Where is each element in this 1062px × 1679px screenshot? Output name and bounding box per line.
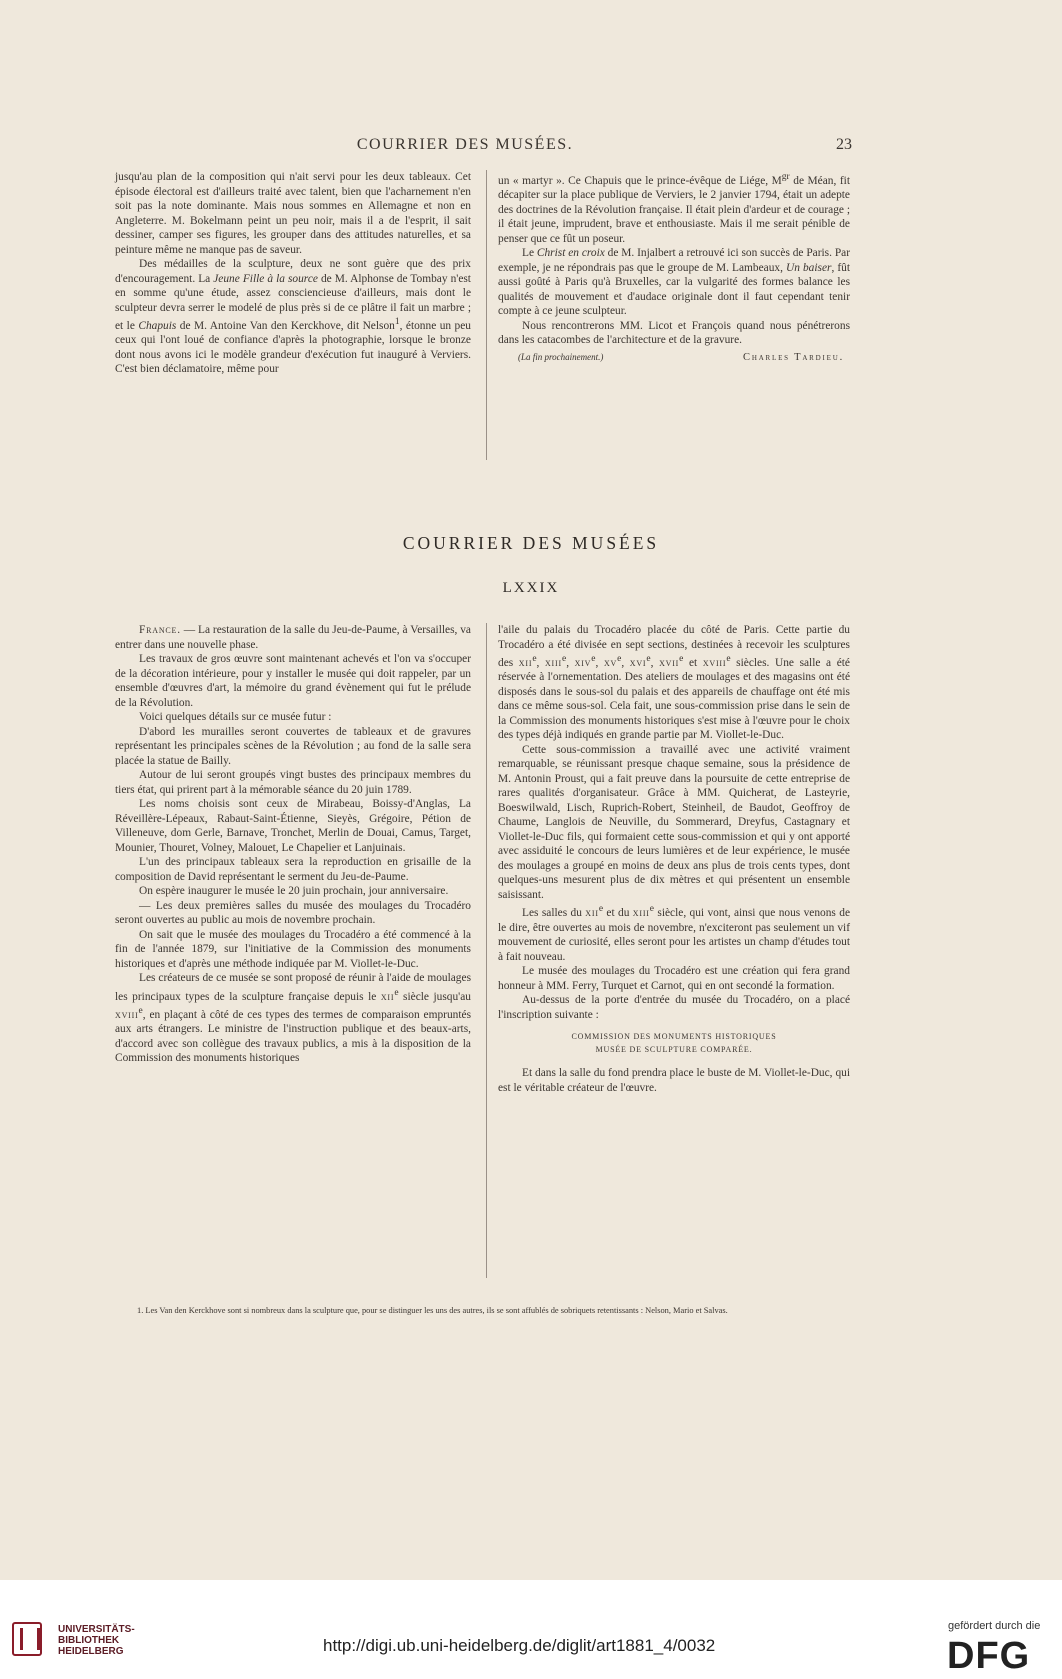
- column-rule: [486, 623, 487, 1278]
- paragraph: L'un des principaux tableaux sera la reproduction en grisaille de la composition de David représentant le serment du Jeu-de-Paume.: [115, 856, 471, 883]
- paragraph: Les salles du xii$^e$ et du xiii$^e$ siècle, qui vont, ainsi que nous venons de le dire, être ouvertes au mois de novembre, n'exciteront pas seulement un vif mouvement de curiosité, elles seront pour les artistes un champ d'études tout à fait nouveau.: [498, 904, 850, 963]
- to-be-continued: (La fin prochainement.): [518, 351, 604, 362]
- column-rule: [486, 170, 487, 460]
- paragraph: l'aile du palais du Trocadéro placée du côté de Paris. Cette partie du Trocadéro a été divisée en sept sections, destinées à recevoir les sculptures des xii$^e$, xiii$^e$, xiv$^e$, $xv^e$, xvi$^e$, xvii$^e$ et xviii$^e$ siècles. Une salle a été réservée à l'ornementation. Des ateliers de moulages et des magasins ont été disposés dans le sous-sol du palais et des appareils de chauffage ont été mis dans ce même sous-sol. Cela fait, une sous-commission prise dans le sein de la Commission des monuments historiques s'est mise à l'œuvre pour le choix des types déjà indiqués en grande partie par M. Viollet-le-Duc.: [498, 624, 850, 742]
- paragraph: D'abord les murailles seront couvertes de tableaux et de gravures représentant les principales scènes de la Révolution ; au fond de la salle sera placée la statue de Bailly.: [115, 725, 471, 767]
- paragraph: On espère inaugurer le musée le 20 juin prochain, jour anniversaire.: [139, 885, 449, 897]
- bottom-right-column: [498, 623, 850, 1095]
- dfg-logo: DFG: [947, 1635, 1031, 1677]
- lead-word: France.: [139, 624, 181, 636]
- signoff: [498, 350, 850, 366]
- digitization-footer: [0, 1580, 1062, 1679]
- running-title: COURRIER DES MUSÉES.: [356, 136, 574, 153]
- paragraph: Nous rencontrerons MM. Licot et François quand nous pénétrerons dans les catacombes de l'architecture et de la gravure.: [498, 319, 850, 347]
- section-title: COURRIER DES MUSÉES: [402, 533, 660, 553]
- paragraph: jusqu'au plan de la composition qui n'ait servi pour les deux tableaux. Cet épisode électoral est d'ailleurs traité avec talent, bien que l'acharnement n'en soit pas la note dominante. Mais nous sommes en Allemagne et non en Angleterre. M. Bokelmann peint un peu noir, mais il a de l'esprit, il sait dessiner, camper ses figures, les grouper dans des attitudes naturelles, et sa peinture même ne manque pas de saveur.: [115, 171, 471, 256]
- paragraph: Voici quelques détails sur ce musée futur :: [139, 711, 332, 723]
- paragraph: Les créateurs de ce musée se sont proposé de réunir à l'aide de moulages les principaux types de la sculpture française depuis le xii$^e$ siècle jusqu'au xviii$^e$, en plaçant à côté de ces types des termes de comparaison empruntés aux arts étrangers. Le ministre de l'instruction publique et des beaux-arts, d'accord avec son collègue des travaux publics, a mis à la disposition de la Commission des monuments historiques: [115, 972, 471, 1065]
- page-number: 23: [836, 136, 852, 153]
- artwork-title: Chapuis: [138, 319, 177, 332]
- funded-by-label: gefördert durch die: [948, 1620, 1041, 1632]
- inscription-line: MUSÉE DE SCULPTURE COMPARÉE.: [595, 1045, 753, 1055]
- paragraph: un « martyr ». Ce Chapuis que le prince-évêque de Liége, $M^{gr}$ de Méan, fit décapiter sur la place publique de Verviers, le 2 janvier 1794, était un adepte des doctrines de la Révolution française. Il était plein d'ardeur et de courage ; il était jeune, imprudent, brave et enthousiaste. Mais il me serait pénible de penser que ce fût un poseur.: [498, 172, 851, 245]
- inscription: [498, 1030, 850, 1056]
- university-library-name: UNIVERSITÄTS- BIBLIOTHEK HEIDELBERG: [58, 1624, 135, 1657]
- artwork-title: Jeune Fille à la source: [213, 272, 318, 285]
- top-left-column: [115, 170, 471, 377]
- paragraph: Les noms choisis sont ceux de Mirabeau, Boissy-d'Anglas, La Réveillère-Lépeaux, Rabaut-Saint-Étienne, Sieyès, Grégoire, Pétion de Villeneuve, dom Gerle, Barnave, Tronchet, Merlin de Douai, Camus, Target, Mounier, Thouret, Volney, Malouet, Le Chapelier et Lanjuinais.: [115, 798, 471, 854]
- paragraph: Autour de lui seront groupés vingt bustes des principaux membres du tiers état, qui prirent part à la mémorable séance du 20 juin 1789.: [115, 769, 471, 796]
- footnote-text: 1. Les Van den Kerckhove sont si nombreux dans la sculpture que, pour se distinguer les uns des autres, ils se sont affublés de sobriquets retentissants : Nelson, Mario et Salvas.: [137, 1306, 728, 1315]
- paragraph: Et dans la salle du fond prendra place le buste de M. Viollet-le-Duc, qui est le véritable créateur de l'œuvre.: [498, 1067, 850, 1094]
- source-url-link[interactable]: http://digi.ub.uni-heidelberg.de/diglit/art1881_4/0032: [323, 1636, 716, 1655]
- bottom-left-column: [115, 623, 471, 1066]
- artwork-title: Christ en croix: [536, 247, 605, 260]
- footnote: [115, 1305, 856, 1316]
- paragraph: — Les deux premières salles du musée des moulages du Trocadéro seront ouvertes au public au mois de novembre prochain.: [115, 899, 471, 926]
- paragraph: Le musée des moulages du Trocadéro est une création qui fera grand honneur à MM. Ferry, Turquet et Carnot, qui en ont secondé la formation.: [498, 965, 850, 992]
- author-signature: Charles Tardieu.: [743, 351, 844, 363]
- paragraph: Au-dessus de la porte d'entrée du musée du Trocadéro, on a placé l'inscription suivante :: [498, 994, 850, 1021]
- paragraph: Des médailles de la sculpture, deux ne sont guère que des prix d'encouragement. La Jeune Fille à la source de M. Alphonse de Tombay n'est en somme qu'une étude, assez consciencieuse d'ailleurs, mais dont le sculpteur devra serrer le modelé de plus près si de ce plâtre il fait un marbre ; et le Chapuis de M. Antoine Van den Kerckhove, dit Nelson$^1$, étonne un peu ceux qui l'ont loué de confiance d'après la photographie, lorsque le bronze dont nous avons ici le modèle grandeur d'exécution fut inauguré à Verviers. C'est bien déclamatoire, même pour: [115, 258, 472, 376]
- paragraph: France. — La restauration de la salle du Jeu-de-Paume, à Versailles, va entrer dans une nouvelle phase.: [115, 624, 471, 651]
- top-right-column: [498, 170, 850, 365]
- inscription-line: COMMISSION DES MONUMENTS HISTORIQUES: [571, 1032, 777, 1042]
- university-library-logo-icon: [12, 1622, 42, 1656]
- footnote-ref[interactable]: 1: [394, 317, 400, 327]
- running-head: [0, 136, 1062, 156]
- artwork-title: Un baiser: [786, 261, 832, 274]
- section-number: LXXIX: [502, 580, 560, 596]
- paragraph: Les travaux de gros œuvre sont maintenant achevés et l'on va s'occuper de la décoration intérieure, pour y installer le musée qui doit rappeler, par un ensemble d'œuvres d'art, la mémoire du grand évènement qui fut le prélude de la Révolution.: [115, 653, 471, 709]
- paragraph: On sait que le musée des moulages du Trocadéro a été commencé à la fin de l'année 1879, sur l'initiative de la Commission des monuments historiques et d'après une méthode indiquée par M. Viollet-le-Duc.: [115, 928, 471, 970]
- paragraph: Le Christ en croix de M. Injalbert a retrouvé ici son succès de Paris. Par exemple, je ne répondrais pas que le groupe de M. Lambeaux, Un baiser, fût aussi goûté à Paris qu'à Bruxelles, car la vulgarité des formes balance les qualités de mouvement et d'audace originale dont il faut cependant tenir compte à ce jeune sculpteur.: [498, 247, 850, 318]
- paragraph: Cette sous-commission a travaillé avec une activité vraiment remarquable, se réunissant presque chaque semaine, sous la présidence de M. Antonin Proust, qui a fait preuve dans la poursuite de cette entreprise de rares qualités d'organisateur. Grâce à MM. Quicherat, de Lasteyrie, Boeswilwald, Lisch, Ruprich-Robert, Steinheil, de Baudot, Geoffroy de Chaume, Langlois de Neuville, du Sommerard, Dreyfus, Castagnary et Viollet-le-Duc fils, qui formaient cette sous-commission et qui y ont apporté avec assiduité le concours de leurs lumières et de leur expérience, le musée des moulages a groupé en moins de deux ans plus de trois cents types, dont quelques-uns mesurent plus de dix mètres et qui présentent un ensemble saisissant.: [498, 743, 850, 901]
